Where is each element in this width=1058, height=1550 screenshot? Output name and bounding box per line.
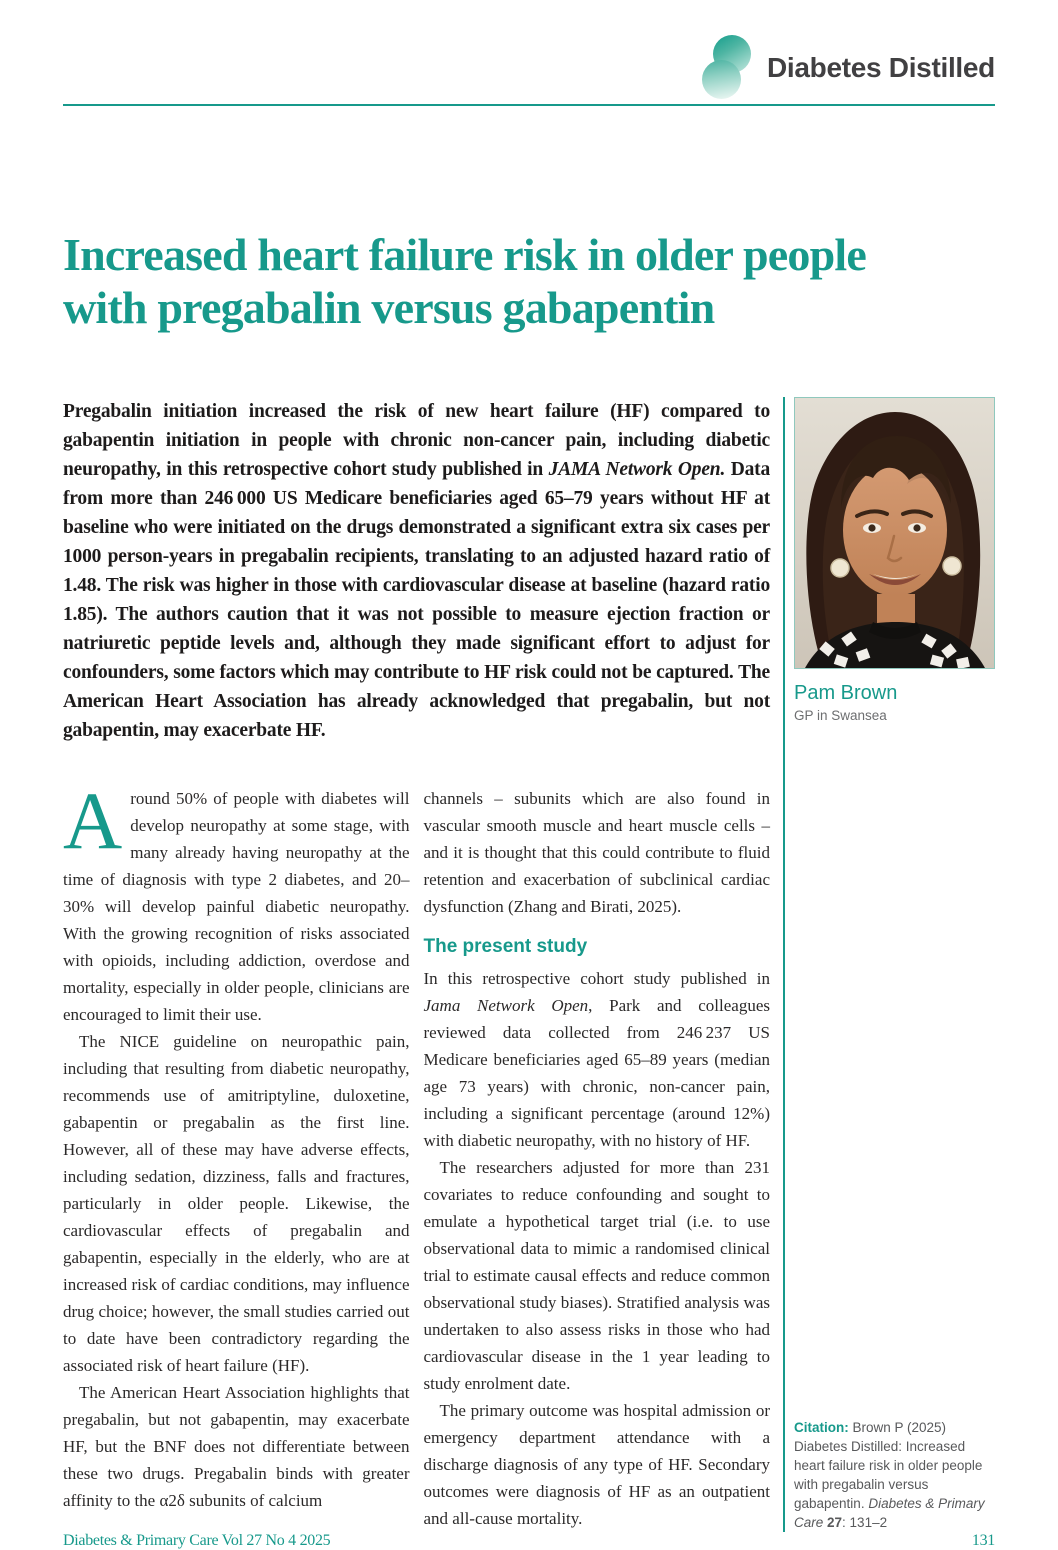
author-sidebar — [783, 397, 995, 1532]
section-heading-present-study: The present study — [423, 935, 588, 957]
paragraph: channels – subunits which are also found in vascular smooth muscle and heart muscle cells – and it is thought that this could contribute to fluid retention and exacerbation of subclinical cardiac dysfunction (Zhang and Birati, 2025). — [423, 788, 770, 916]
article-title-line2: with pregabalin versus gabapentin — [63, 282, 715, 334]
paragraph: The researchers adjusted for more than 231 covariates to reduce confounding and sought to emulate a hypothetical target trial (i.e. to use observational data to mimic a randomised clinical trial to estimate causal effects and reduce common observational study biases). Stratified analysis was undertaken to also assess risks in those who had cardiovascular disease in the 1 year leading to study enrolment date. — [423, 1157, 770, 1393]
main-content — [63, 397, 995, 1532]
article-title — [63, 228, 995, 335]
header-divider — [63, 104, 995, 106]
citation-journal-italic: Diabetes & Primary Care — [794, 1495, 985, 1530]
standfirst-paragraph — [63, 397, 770, 745]
column-1 — [63, 774, 410, 1532]
author-photo — [794, 397, 995, 669]
paragraph — [424, 965, 771, 1154]
drop-cap-letter: A — [63, 774, 123, 866]
diabetes-distilled-logo — [701, 35, 995, 101]
citation-block — [794, 1418, 994, 1532]
article-body — [63, 397, 770, 1532]
paragraph: The primary outcome was hospital admission or emergency department attendance with a discharge diagnosis of any type of HF. Secondary outcomes were diagnosis of HF as an outpatient and all-cause mortality. — [423, 1400, 770, 1528]
page-footer — [63, 1532, 995, 1550]
citation-text: Brown P (2025) Diabetes Distilled: Increased heart failure risk in older people with pregabalin versus gabapentin. — [794, 1419, 983, 1511]
article-title-line1: Increased heart failure risk in older people — [63, 229, 866, 280]
citation-label: Citation: — [794, 1419, 849, 1435]
citation-volume: 27 — [823, 1514, 843, 1530]
brand-name: Diabetes Distilled — [766, 52, 995, 83]
footer-page-number: 131 — [971, 1531, 995, 1549]
overlapping-circles-icon — [701, 35, 755, 101]
journal-name-italic: Jama Network Open — [423, 995, 589, 1015]
author-role: GP in Swansea — [794, 707, 887, 723]
page-header — [63, 36, 995, 100]
standfirst-text: Pregabalin initiation increased the risk of new heart failure (HF) compared to gabapentin initiation in people with chronic non-cancer pain, including diabetic neuropathy, in this retrospective cohort study published in — [63, 400, 770, 480]
author-name: Pam Brown — [794, 681, 898, 704]
journal-name-italic: JAMA Network Open. — [548, 458, 726, 480]
two-column-text — [63, 774, 770, 1532]
column-2 — [424, 785, 771, 1532]
paragraph-text: round 50% of people with diabetes will develop neuropathy at some stage, with many already having neuropathy at the time of diagnosis with type 2 diabetes, and 20–30% will develop painful diabetic neuropathy. With the growing recognition of risks associated with opioids, including addiction, overdose and mortality, especially in older people, clinicians are encouraged to limit their use. — [63, 788, 410, 1024]
paragraph-text: In this retrospective cohort study published in — [423, 968, 770, 988]
paragraph-dropcap — [63, 774, 410, 1028]
footer-journal-info: Diabetes & Primary Care Vol 27 No 4 2025 — [63, 1531, 331, 1549]
standfirst-text-continued: Data from more than 246 000 US Medicare beneficiaries aged 65–79 years without HF at baseline who were initiated on the drugs demonstrated a significant extra six cases per 1000 person-years in pregabalin recipients, translating to an adjusted hazard ratio of 1.48. The risk was higher in those with cardiovascular disease at baseline (hazard ratio 1.85). The authors caution that it was not possible to measure ejection fraction or natriuretic peptide levels and, although they made significant effort to adjust for confounders, some factors which may contribute to HF risk could not be captured. The American Heart Association has already acknowledged that pregabalin, but not gabapentin, may exacerbate HF. — [63, 458, 771, 741]
paragraph: The NICE guideline on neuropathic pain, including that resulting from diabetic neuropathy, recommends use of amitriptyline, duloxetine, gabapentin or pregabalin as the first line. However, all of these may have adverse effects, including sedation, dizziness, falls and fractures, particularly in older people. Likewise, the cardiovascular effects of pregabalin and gabapentin, especially in the elderly, who are at increased risk of cardiac conditions, may influence drug choice; however, the small studies carried out to date have been contradictory regarding the associated risk of heart failure (HF). — [63, 1031, 410, 1375]
citation-pages: : 131–2 — [842, 1514, 888, 1530]
portrait-illustration — [795, 398, 994, 668]
paragraph-text: , Park and colleagues reviewed data collected from 246 237 US Medicare beneficiaries aged 65–89 years (median age 73 years) with chronic, non-cancer pain, including a significant percentage (around 12%) with diabetic neuropathy, with no history of HF. — [423, 995, 770, 1150]
paragraph: The American Heart Association highlights that pregabalin, but not gabapentin, may exacerbate HF, but the BNF does not differentiate between these two drugs. Pregabalin binds with greater affinity to the α2δ subunits of calcium — [63, 1382, 410, 1510]
